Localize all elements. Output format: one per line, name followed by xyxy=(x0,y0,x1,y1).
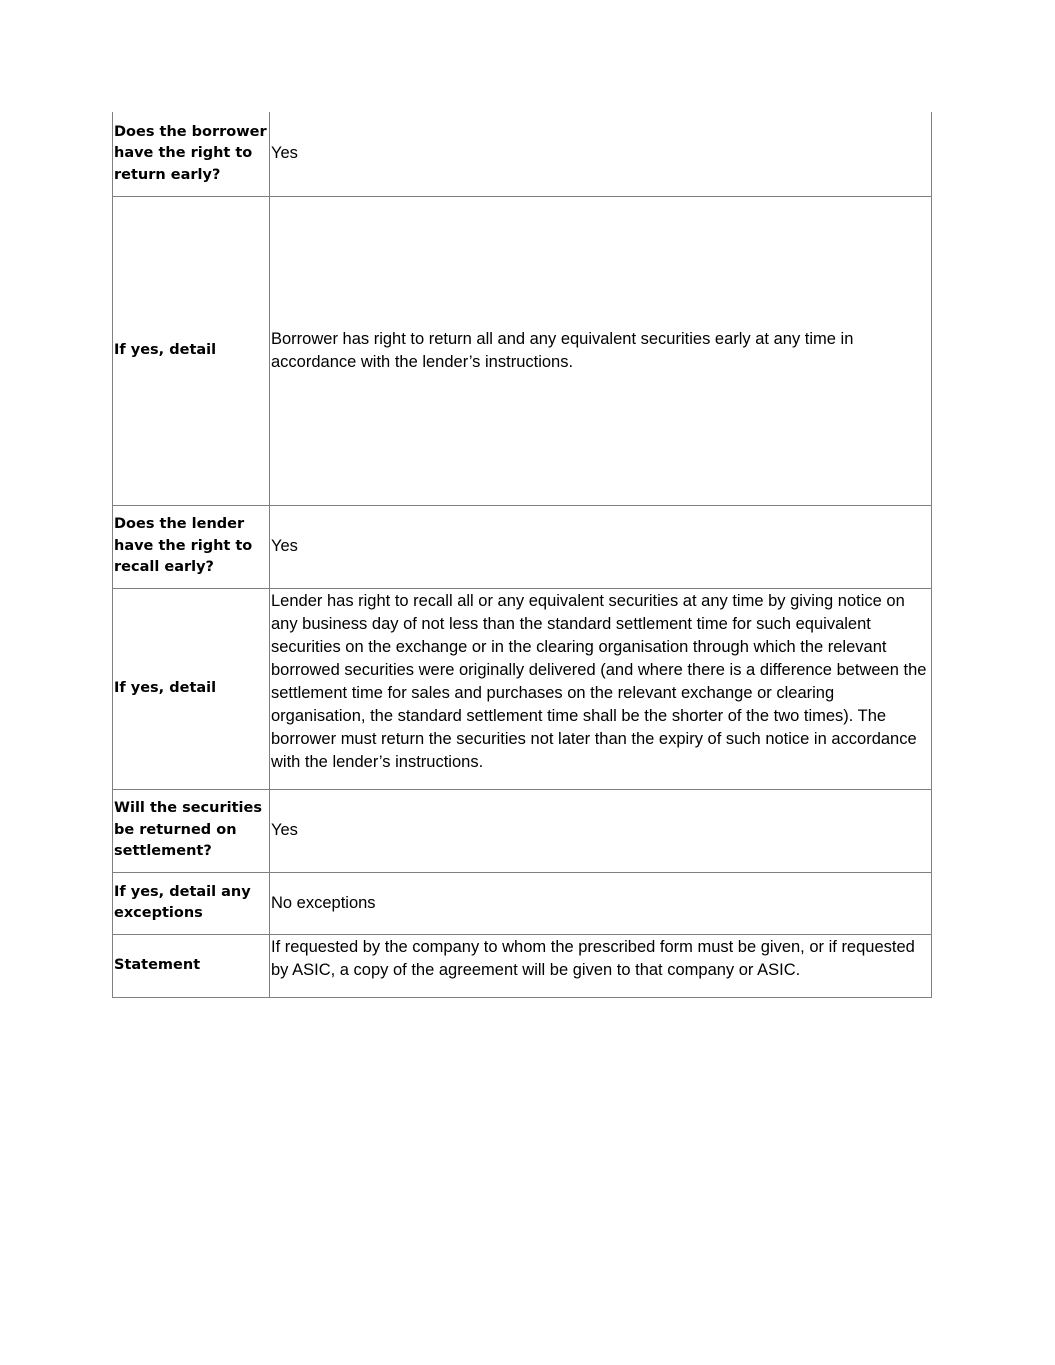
table-row xyxy=(113,505,932,588)
row-value-recall-detail: Lender has right to recall all or any equivalent securities at any time by giving notice on any business day of not less than the standard settlement time for such equivalent securities on the exchange or in the clearing organisation through which the relevant borrowed securities were originally delivered (and where there is a difference between the settlement time for sales and purchases on the relevant exchange or clearing organisation, the standard settlement time shall be the shorter of the two times). The borrower must return the securities not later than the expiry of such notice in accordance with the lender’s instructions. xyxy=(270,588,932,789)
row-label-exceptions: If yes, detail any exceptions xyxy=(113,872,270,934)
table-row xyxy=(113,789,932,872)
table-row xyxy=(113,872,932,934)
row-label-statement: Statement xyxy=(113,934,270,997)
row-label-returned-on-settlement: Will the securities be returned on settlement? xyxy=(113,789,270,872)
row-value-return-detail: Borrower has right to return all and any equivalent securities early at any time in accordance with the lender’s instructions. xyxy=(270,196,932,505)
row-value-return-early: Yes xyxy=(270,112,932,196)
table-row xyxy=(113,112,932,196)
row-value-recall-early: Yes xyxy=(270,505,932,588)
row-value-statement: If requested by the company to whom the prescribed form must be given, or if requested by ASIC, a copy of the agreement will be given to that company or ASIC. xyxy=(270,934,932,997)
table-row xyxy=(113,934,932,997)
row-label-return-early: Does the borrower have the right to return early? xyxy=(113,112,270,196)
row-label-return-detail: If yes, detail xyxy=(113,196,270,505)
row-label-recall-early: Does the lender have the right to recall early? xyxy=(113,505,270,588)
row-value-returned-on-settlement: Yes xyxy=(270,789,932,872)
table-row xyxy=(113,588,932,789)
row-label-recall-detail: If yes, detail xyxy=(113,588,270,789)
securities-lending-table xyxy=(112,112,932,998)
table-row xyxy=(113,196,932,505)
row-value-exceptions: No exceptions xyxy=(270,872,932,934)
